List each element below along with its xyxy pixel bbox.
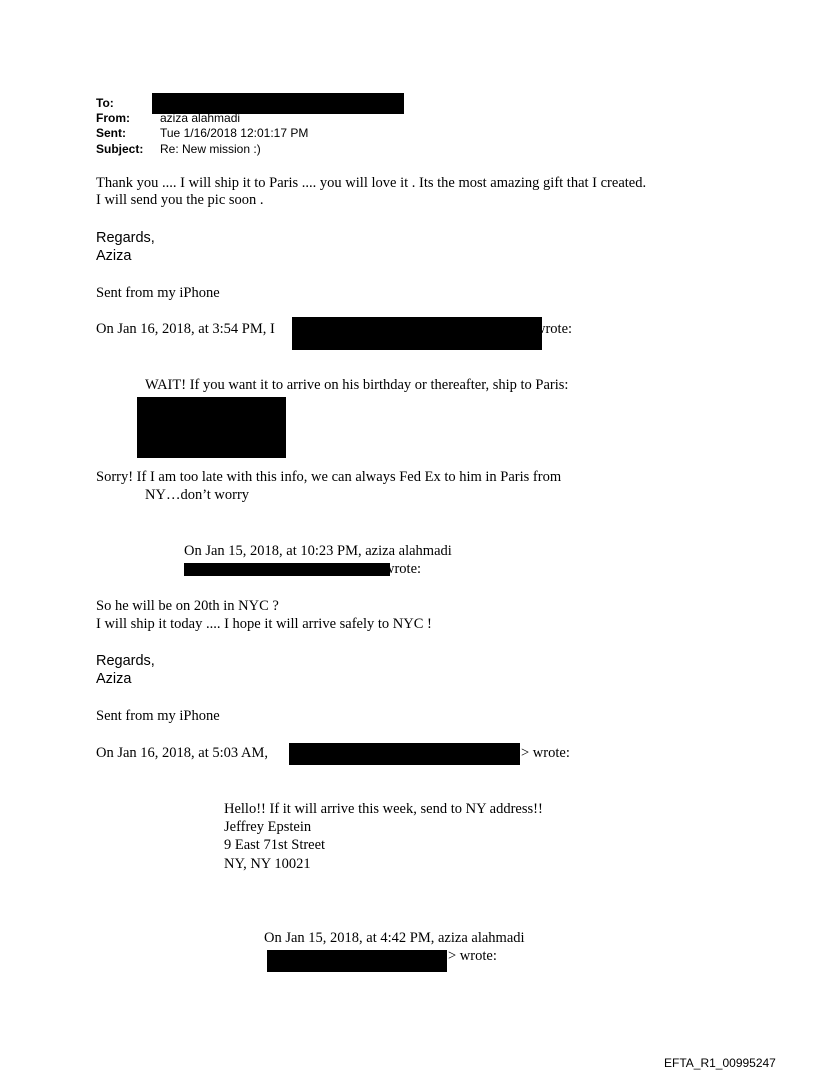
quote-3-prefix: On Jan 16, 2018, at 5:03 AM, [96,745,268,761]
wait-line: WAIT! If you want it to arrive on his birthday or thereafter, ship to Paris: [145,377,569,393]
quote-3-suffix: > wrote: [521,745,570,761]
signature-name-2: Aziza [96,671,132,687]
document-id: EFTA_R1_00995247 [664,1056,776,1070]
quote-2-suffix: wrote: [384,561,422,577]
from-value: aziza alahmadi [160,111,241,125]
subject-value: Re: New mission :) [160,142,261,156]
quote-4-redaction [267,950,447,972]
quote-2-line-1: On Jan 15, 2018, at 10:23 PM, aziza alahmadi [184,543,452,559]
sorry-line-1: Sorry! If I am too late with this info, we can always Fed Ex to him in Paris from [96,469,562,485]
body-line-1: Thank you .... I will ship it to Paris .... you will love it . Its the most amazing gift that I created. [96,175,647,191]
to-label: To: [96,96,114,110]
quote-4-suffix: > wrote: [448,948,497,964]
hello-line: Hello!! If it will arrive this week, send to NY address!! [224,801,543,817]
quote-1-suffix: wrote: [535,321,573,337]
address-city: NY, NY 10021 [224,856,311,872]
sent-label: Sent: [96,126,126,140]
regards-1: Regards, [96,230,155,246]
body-line-2: I will send you the pic soon . [96,192,264,208]
quote-1-redaction [292,317,542,350]
address-street: 9 East 71st Street [224,837,326,853]
paris-address-redaction [137,397,286,458]
sent-from-iphone-2: Sent from my iPhone [96,708,220,724]
nyc-line-1: So he will be on 20th in NYC ? [96,598,279,614]
quote-3-redaction [289,743,520,765]
subject-label: Subject: [96,142,144,156]
quote-2-redaction [184,563,390,576]
quote-4-line-1: On Jan 15, 2018, at 4:42 PM, aziza alahmadi [264,930,525,946]
sorry-line-2: NY…don’t worry [145,487,250,503]
sent-from-iphone-1: Sent from my iPhone [96,285,220,301]
sent-value: Tue 1/16/2018 12:01:17 PM [160,126,309,140]
address-name: Jeffrey Epstein [224,819,312,835]
signature-name-1: Aziza [96,248,132,264]
nyc-line-2: I will ship it today .... I hope it will arrive safely to NYC ! [96,616,432,632]
quote-1-prefix: On Jan 16, 2018, at 3:54 PM, I [96,321,275,337]
from-label: From: [96,111,130,125]
regards-2: Regards, [96,653,155,669]
